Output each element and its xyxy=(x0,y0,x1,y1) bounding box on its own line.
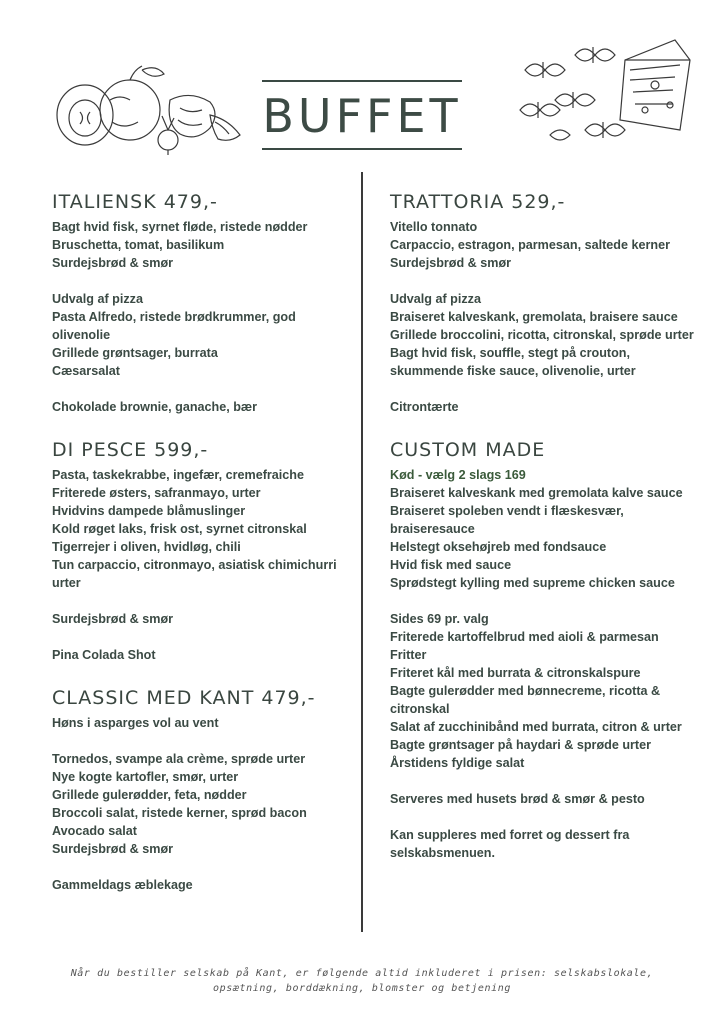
menu-item: Carpaccio, estragon, parmesan, saltede kerner xyxy=(390,238,670,252)
section-title: CUSTOM MADE xyxy=(390,439,546,461)
menu-item: Friteret kål med burrata & citronskalspure xyxy=(390,666,641,680)
menu-item: Gammeldags æblekage xyxy=(52,878,193,892)
menu-item: Pina Colada Shot xyxy=(52,648,156,662)
menu-item: Kan suppleres med forret og dessert fra selskabsmenuen. xyxy=(390,828,630,860)
menu-item: Bagt hvid fisk, syrnet fløde, ristede nødder xyxy=(52,220,308,234)
pasta-cheese-illustration xyxy=(505,30,695,155)
menu-item: Surdejsbrød & smør xyxy=(52,256,174,270)
menu-item: Salat af zucchinibånd med burrata, citron & urter xyxy=(390,720,682,734)
section-trattoria xyxy=(390,190,700,416)
section-title: DI PESCE 599,- xyxy=(52,439,209,461)
section-custom-made xyxy=(390,438,700,862)
section-di-pesce xyxy=(52,438,352,664)
menu-item: Bruschetta, tomat, basilikum xyxy=(52,238,225,252)
menu-item: Hvidvins dampede blåmuslinger xyxy=(52,504,246,518)
menu-item: Serveres med husets brød & smør & pesto xyxy=(390,792,645,806)
footer-note: Når du bestiller selskab på Kant, er følgende altid inkluderet i prisen: selskabslokale, opsætning, borddækning, blomster og betjening xyxy=(70,968,654,994)
menu-item: Hvid fisk med sauce xyxy=(390,558,512,572)
menu-item: Braiseret kalveskank med gremolata kalve sauce xyxy=(390,486,683,500)
menu-item: Friterede kartoffelbrud med aioli & parmesan xyxy=(390,630,659,644)
title-top-rule xyxy=(262,80,462,82)
title-bottom-rule xyxy=(262,148,462,150)
menu-item: Braiseret spoleben vendt i flæskesvær, braiseresauce xyxy=(390,504,624,536)
menu-item: Pasta, taskekrabbe, ingefær, cremefraiche xyxy=(52,468,305,482)
menu-item: Høns i asparges vol au vent xyxy=(52,716,219,730)
menu-item: Vitello tonnato xyxy=(390,220,478,234)
section-title: ITALIENSK 479,- xyxy=(52,191,218,213)
right-column xyxy=(390,190,700,862)
menu-item: Surdejsbrød & smør xyxy=(390,256,512,270)
menu-item: Kold røget laks, frisk ost, syrnet citronskal xyxy=(52,522,307,536)
menu-item: Bagt hvid fisk, souffle, stegt på crouton, skummende fiske sauce, olivenolie, urter xyxy=(390,346,636,378)
section-title: TRATTORIA 529,- xyxy=(390,191,566,213)
left-column xyxy=(52,190,352,894)
menu-item: Grillede grøntsager, burrata xyxy=(52,346,218,360)
menu-subtitle: Kød - vælg 2 slags 169 xyxy=(390,468,526,482)
column-divider xyxy=(361,172,363,932)
menu-item: Bagte gulerødder med bønnecreme, ricotta & citronskal xyxy=(390,684,661,716)
page-title: BUFFET xyxy=(262,89,462,143)
menu-item: Surdejsbrød & smør xyxy=(52,612,174,626)
menu-item: Chokolade brownie, ganache, bær xyxy=(52,400,258,414)
section-title: CLASSIC MED KANT 479,- xyxy=(52,687,316,709)
menu-item: Bagte grøntsager på haydari & sprøde urter xyxy=(390,738,652,752)
menu-item: Surdejsbrød & smør xyxy=(52,842,174,856)
menu-item: Grillede gulerødder, feta, nødder xyxy=(52,788,247,802)
section-classic xyxy=(52,686,352,894)
title-block xyxy=(262,80,462,150)
menu-item: Avocado salat xyxy=(52,824,137,838)
menu-item: Tun carpaccio, citronmayo, asiatisk chimichurri urter xyxy=(52,558,337,590)
menu-item: Broccoli salat, ristede kerner, sprød bacon xyxy=(52,806,307,820)
header xyxy=(0,0,724,170)
menu-item: Helstegt oksehøjreb med fondsauce xyxy=(390,540,607,554)
menu-item: Cæsarsalat xyxy=(52,364,120,378)
menu-item: Udvalg af pizza xyxy=(52,292,143,306)
menu-item: Sides 69 pr. valg xyxy=(390,612,489,626)
menu-item: Grillede broccolini, ricotta, citronskal, sprøde urter xyxy=(390,328,694,342)
menu-item: Friterede østers, safranmayo, urter xyxy=(52,486,261,500)
menu-item: Årstidens fyldige salat xyxy=(390,756,525,770)
menu-item: Nye kogte kartofler, smør, urter xyxy=(52,770,239,784)
menu-item: Tornedos, svampe ala crème, sprøde urter xyxy=(52,752,306,766)
apple-vegetables-illustration xyxy=(50,60,250,155)
menu-item: Sprødstegt kylling med supreme chicken sauce xyxy=(390,576,675,590)
menu-item: Tigerrejer i oliven, hvidløg, chili xyxy=(52,540,241,554)
section-italiensk xyxy=(52,190,352,416)
menu-item: Citrontærte xyxy=(390,400,459,414)
menu-item: Fritter xyxy=(390,648,427,662)
menu-item: Braiseret kalveskank, gremolata, braisere sauce xyxy=(390,310,678,324)
menu-item: Udvalg af pizza xyxy=(390,292,481,306)
menu-item: Pasta Alfredo, ristede brødkrummer, god olivenolie xyxy=(52,310,296,342)
